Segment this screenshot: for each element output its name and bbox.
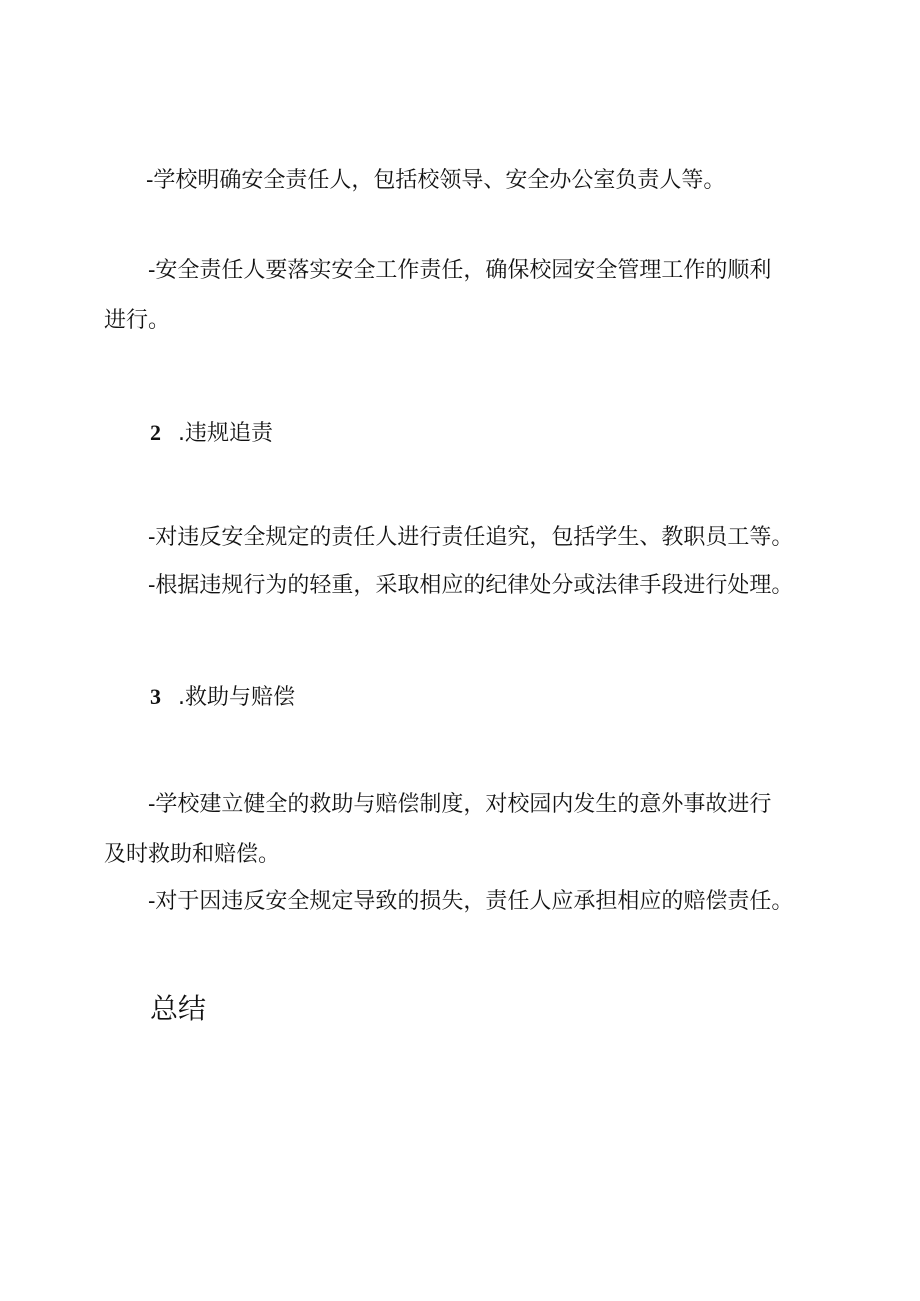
paragraph-line: -对违反安全规定的责任人进行责任追究，包括学生、教职员工等。 <box>148 525 794 550</box>
paragraph-line: -对于因违反安全规定导致的损失，责任人应承担相应的赔偿责任。 <box>148 889 794 914</box>
section-number: 3 <box>150 684 161 709</box>
paragraph-line: 及时救助和赔偿。 <box>104 842 281 867</box>
paragraph-line: -根据违规行为的轻重，采取相应的纪律处分或法律手段进行处理。 <box>148 573 794 598</box>
summary-title: 总结 <box>150 992 207 1025</box>
section-number: 2 <box>150 420 161 445</box>
paragraph-line: 进行。 <box>104 308 171 333</box>
paragraph-line: -学校明确安全责任人，包括校领导、安全办公室负责人等。 <box>146 168 726 193</box>
paragraph-line: -学校建立健全的救助与赔偿制度，对校园内发生的意外事故进行 <box>148 792 772 817</box>
section-title: .违规追责 <box>178 421 273 446</box>
paragraph-line: -安全责任人要落实安全工作责任，确保校园安全管理工作的顺利 <box>148 258 772 283</box>
section-heading-2 <box>150 418 273 449</box>
section-title: .救助与赔偿 <box>178 685 295 710</box>
section-heading-3 <box>150 682 295 713</box>
